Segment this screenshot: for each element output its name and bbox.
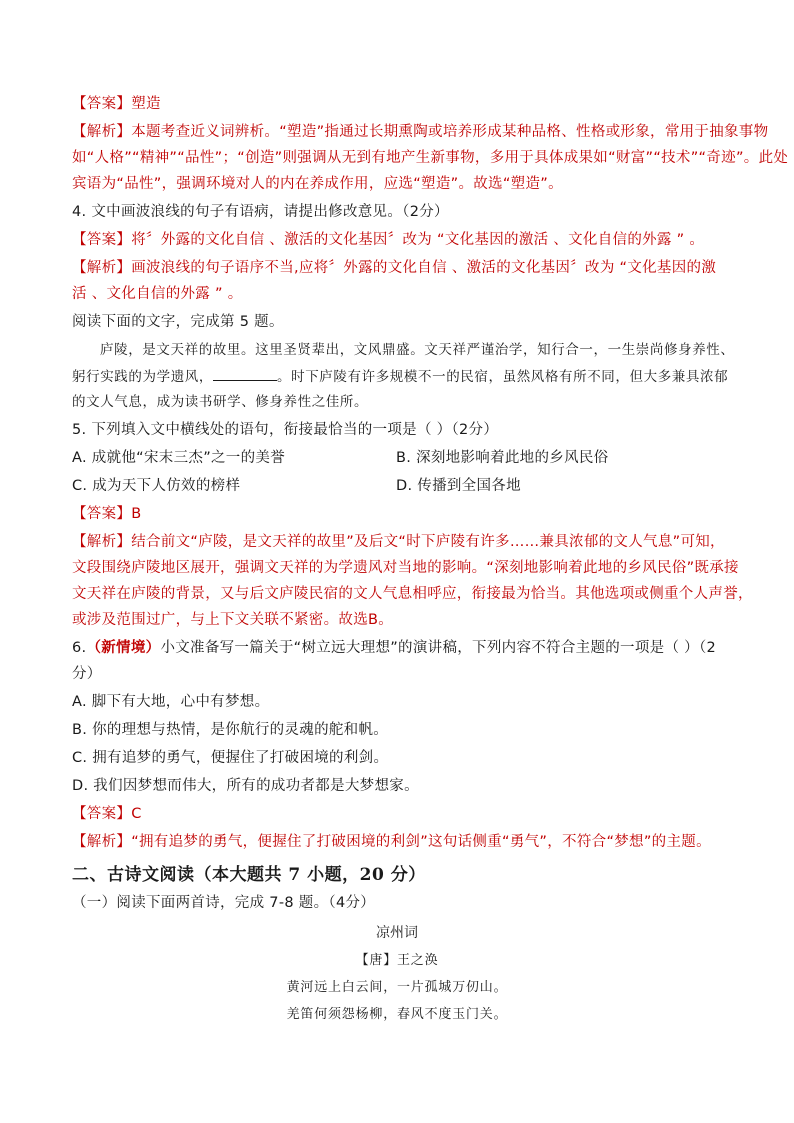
question-5: 5. 下列填入文中横线处的语句，衔接最恰当的一项是（ ）（2分） [72, 422, 499, 438]
option-c: C. 拥有追梦的勇气，便握住了打破困境的利剑。 [72, 750, 389, 766]
new-context-tag: （新情境） [86, 640, 161, 656]
option-c: C. 成为天下人仿效的榜样 [72, 478, 241, 494]
option-d: D. 传播到全国各地 [396, 478, 521, 494]
answer-6: 【答案】C [72, 806, 142, 822]
answer-5: 【答案】B [72, 506, 142, 522]
poem-author: 【唐】王之涣 [355, 953, 439, 968]
question-6-cont: 分） [72, 666, 102, 682]
passage-text: 躬行实践的为学遗风， [72, 369, 213, 385]
analysis-6: 【解析】“拥有追梦的勇气，便握住了打破困境的利剑”这句话侧重“勇气”，不符合“梦想”的主题。 [72, 834, 711, 850]
fill-blank [213, 366, 277, 381]
question-number: 6. [72, 640, 87, 656]
poem-line: 羌笛何须怨杨柳，春风不度玉门关。 [286, 1007, 508, 1022]
analysis-4: 【解析】画波浪线的句子语序不当,应将〞外露的文化自信 、激活的文化基因〞改为 “文化基因的激 [72, 260, 717, 276]
option-b: B. 深刻地影响着此地的乡风民俗 [396, 450, 609, 466]
passage-line: 的文人气息，成为读书研学、修身养性之佳所。 [72, 394, 369, 410]
passage-line [72, 366, 732, 387]
analysis-5: 文天祥在庐陵的背景，又与后文庐陵民宿的文人气息相呼应，衔接最为恰当。其他选项或侧重个人声誉， [72, 586, 753, 602]
option-a: A. 成就他“宋末三杰”之一的美誉 [72, 450, 286, 466]
question-6 [72, 638, 732, 658]
question-text: 小文准备写一篇关于“树立远大理想”的演讲稿，下列内容不符合主题的一项是（ ）（2 [160, 640, 717, 656]
passage-text: 。时下庐陵有许多规模不一的民宿，虽然风格有所不同，但大多兼具浓郁 [277, 369, 729, 385]
analysis-5: 或涉及范围过广，与上下文关联不紧密。故选B。 [72, 612, 394, 628]
analysis-text: 本题考查近义词辨析。“塑造”指通过长期熏陶或培养形成某种品格、性格或形象，常用于抽象事物 [131, 124, 769, 140]
option-row [72, 448, 732, 468]
option-b: B. 你的理想与热情，是你航行的灵魂的舵和帆。 [72, 722, 389, 738]
option-a: A. 脚下有大地，心中有梦想。 [72, 694, 270, 710]
option-d: D. 我们因梦想而伟大，所有的成功者都是大梦想家。 [72, 778, 419, 794]
section-heading: 二、古诗文阅读（本大题共 7 小题，20 分） [72, 865, 426, 885]
reading-instruction: 阅读下面的文字，完成第 5 题。 [72, 314, 284, 330]
analysis-5: 文段围绕庐陵地区展开，强调文天祥的为学遗风对当地的影响。“深刻地影响着此地的乡风民俗”既承接 [72, 560, 739, 576]
question-4: 4. 文中画波浪线的句子有语病，请提出修改意见。（2分） [72, 204, 449, 220]
subsection-instruction: （一）阅读下面两首诗，完成 7-8 题。（4分） [72, 895, 376, 911]
poem-title: 凉州词 [376, 925, 418, 941]
analysis-line: 宾语为“品性”，强调环境对人的内在养成作用，应选“塑造”。故选“塑造”。 [72, 176, 563, 192]
analysis-4-cont: 活 、文化自信的外露 ” 。 [72, 286, 243, 302]
analysis-line [72, 122, 769, 142]
answer-4: 【答案】将〞外露的文化自信 、激活的文化基因〞改为 “文化基因的激活 、文化自信的外露 ” 。 [72, 232, 705, 248]
poem-line: 黄河远上白云间，一片孤城万仞山。 [286, 980, 508, 995]
answer-label: 【答案】塑造 [72, 96, 161, 112]
analysis-line: 如“人格”“精神”“品性”；“创造”则强调从无到有地产生新事物，多用于具体成果如“财富”“技术”“奇迹”。此处 [72, 150, 789, 166]
analysis-5: 【解析】结合前文“庐陵，是文天祥的故里”及后文“时下庐陵有许多……兼具浓郁的文人气息”可知， [72, 534, 725, 550]
analysis-tag: 【解析】 [72, 124, 132, 140]
option-row [72, 476, 732, 496]
passage-line: 庐陵，是文天祥的故里。这里圣贤辈出，文风鼎盛。文天祥严谨治学，知行合一，一生崇尚修身养性、 [100, 342, 735, 358]
